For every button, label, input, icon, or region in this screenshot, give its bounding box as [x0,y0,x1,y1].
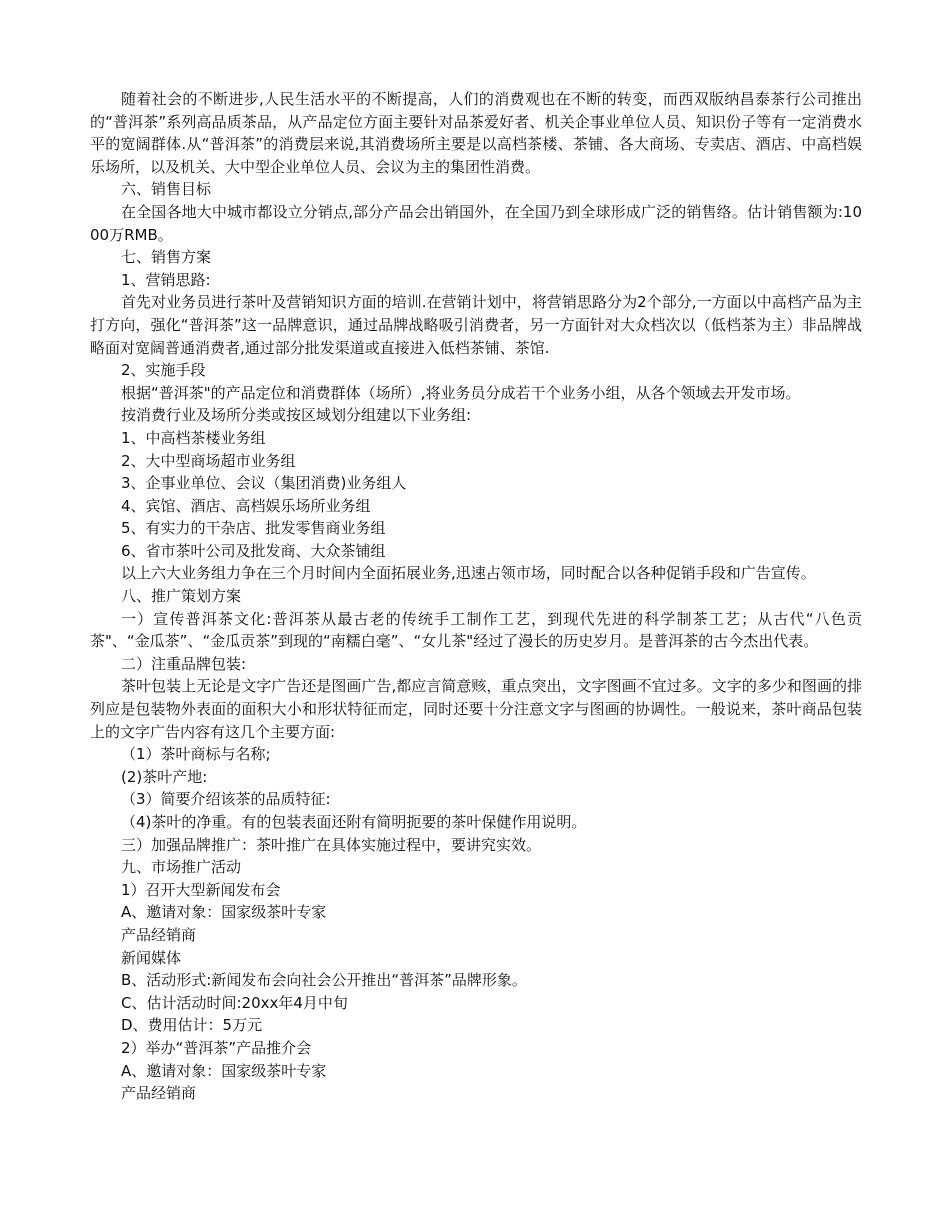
subsection-heading: 1、营销思路: [121,270,211,289]
paragraph: 以上六大业务组力争在三个月时间内全面拓展业务,迅速占领市场，同时配合以各种促销手段和广告宣传。 [121,564,816,583]
list-item: 产品经销商 [121,1084,197,1103]
list-item: 新闻媒体 [121,948,182,967]
section-heading: 九、市场推广活动 [121,858,242,877]
list-item: 4、宾馆、酒店、高档娱乐场所业务组 [121,496,371,515]
list-item: 6、省市茶叶公司及批发商、大众茶铺组 [121,541,386,560]
list-item: A、邀请对象：国家级茶叶专家 [121,1061,327,1080]
list-item: 2、大中型商场超市业务组 [121,451,296,470]
subsection-heading: 1）召开大型新闻发布会 [121,880,281,899]
list-item: 1、中高档茶楼业务组 [121,428,266,447]
list-item: （4)茶叶的净重。有的包装表面还附有简明扼要的茶叶保健作用说明。 [121,813,587,831]
list-item: （3）简要介绍该茶的品质特征: [121,790,331,809]
list-item: 3、企事业单位、会议（集团消费)业务组人 [121,474,407,493]
paragraph: 一）宣传普洱茶文化:普洱茶从最古老的传统手工制作工艺，到现代先进的科学制茶工艺；从古代“八色贡茶"、“金瓜茶”、“金瓜贡茶”到现的“南糯白毫”、“女儿茶"经过了漫长的历史岁月。是普洱茶的古今杰出代表。 [90,609,862,651]
paragraph: 三）加强品牌推广：茶叶推广在具体实施过程中，要讲究实效。 [121,835,542,854]
list-item: A、邀请对象：国家级茶叶专家 [121,903,327,922]
subsection-heading: 2）举办“普洱茶”产品推介会 [121,1038,312,1057]
paragraph: 根据“普洱茶"的产品定位和消费群体（场所）,将业务员分成若干个业务小组，从各个领域去开发市场。 [121,383,801,402]
list-item: C、估计活动时间:20xx年4月中旬 [121,993,348,1012]
subsection-heading: 2、实施手段 [121,361,206,380]
document-body [90,88,862,1105]
list-item: 产品经销商 [121,925,197,944]
list-item: D、费用估计：5万元 [121,1016,263,1035]
list-item: B、活动形式:新闻发布会向社会公开推出“普洱茶”品牌形象。 [121,971,527,990]
subsection-heading: 二）注重品牌包装: [121,654,247,673]
paragraph: 首先对业务员进行茶叶及营销知识方面的培训.在营销计划中，将营销思路分为2个部分,一方面以中高档产品为主打方向，强化“普洱茶”这一品牌意识，通过品牌战略吸引消费者，另一方面针对大众档次以（低档茶为主）非品牌战略面对宽阔普通消费者,通过部分批发渠道或直接进入低档茶铺、茶馆. [90,293,862,357]
list-item: (2)茶叶产地: [121,767,208,786]
list-item: 5、有实力的干杂店、批发零售商业务组 [121,519,386,538]
paragraph: 随着社会的不断进步,人民生活水平的不断提高，人们的消费观也在不断的转变，而西双版纳昌泰茶行公司推出的“普洱茶”系列高品质茶品，从产品定位方面主要针对品茶爱好者、机关企事业单位人员、知识份子等有一定消费水平的宽阔群体.从“普洱茶”的消费层来说,其消费场所主要是以高档茶楼、茶铺、各大商场、专卖店、酒店、中高档娱乐场所，以及机关、大中型企业单位人员、会议为主的集团性消费。 [90,90,862,176]
paragraph: 按消费行业及场所分类或按区域划分组建以下业务组: [121,406,472,425]
section-heading: 六、销售目标 [121,180,212,199]
paragraph: 茶叶包装上无论是文字广告还是图画广告,都应言简意赅，重点突出，文字图画不宜过多。文字的多少和图画的排列应是包装物外表面的面积大小和形状特征而定，同时还要十分注意文字与图画的协调性。一般说来，茶叶商品包装上的文字广告内容有这几个主要方面: [90,677,862,741]
list-item: （1）茶叶商标与名称; [121,745,271,764]
paragraph: 在全国各地大中城市都设立分销点,部分产品会出销国外，在全国乃到全球形成广泛的销售络。估计销售额为:1000万RMB。 [90,202,862,244]
section-heading: 七、销售方案 [121,248,212,267]
section-heading: 八、推广策划方案 [121,587,242,606]
